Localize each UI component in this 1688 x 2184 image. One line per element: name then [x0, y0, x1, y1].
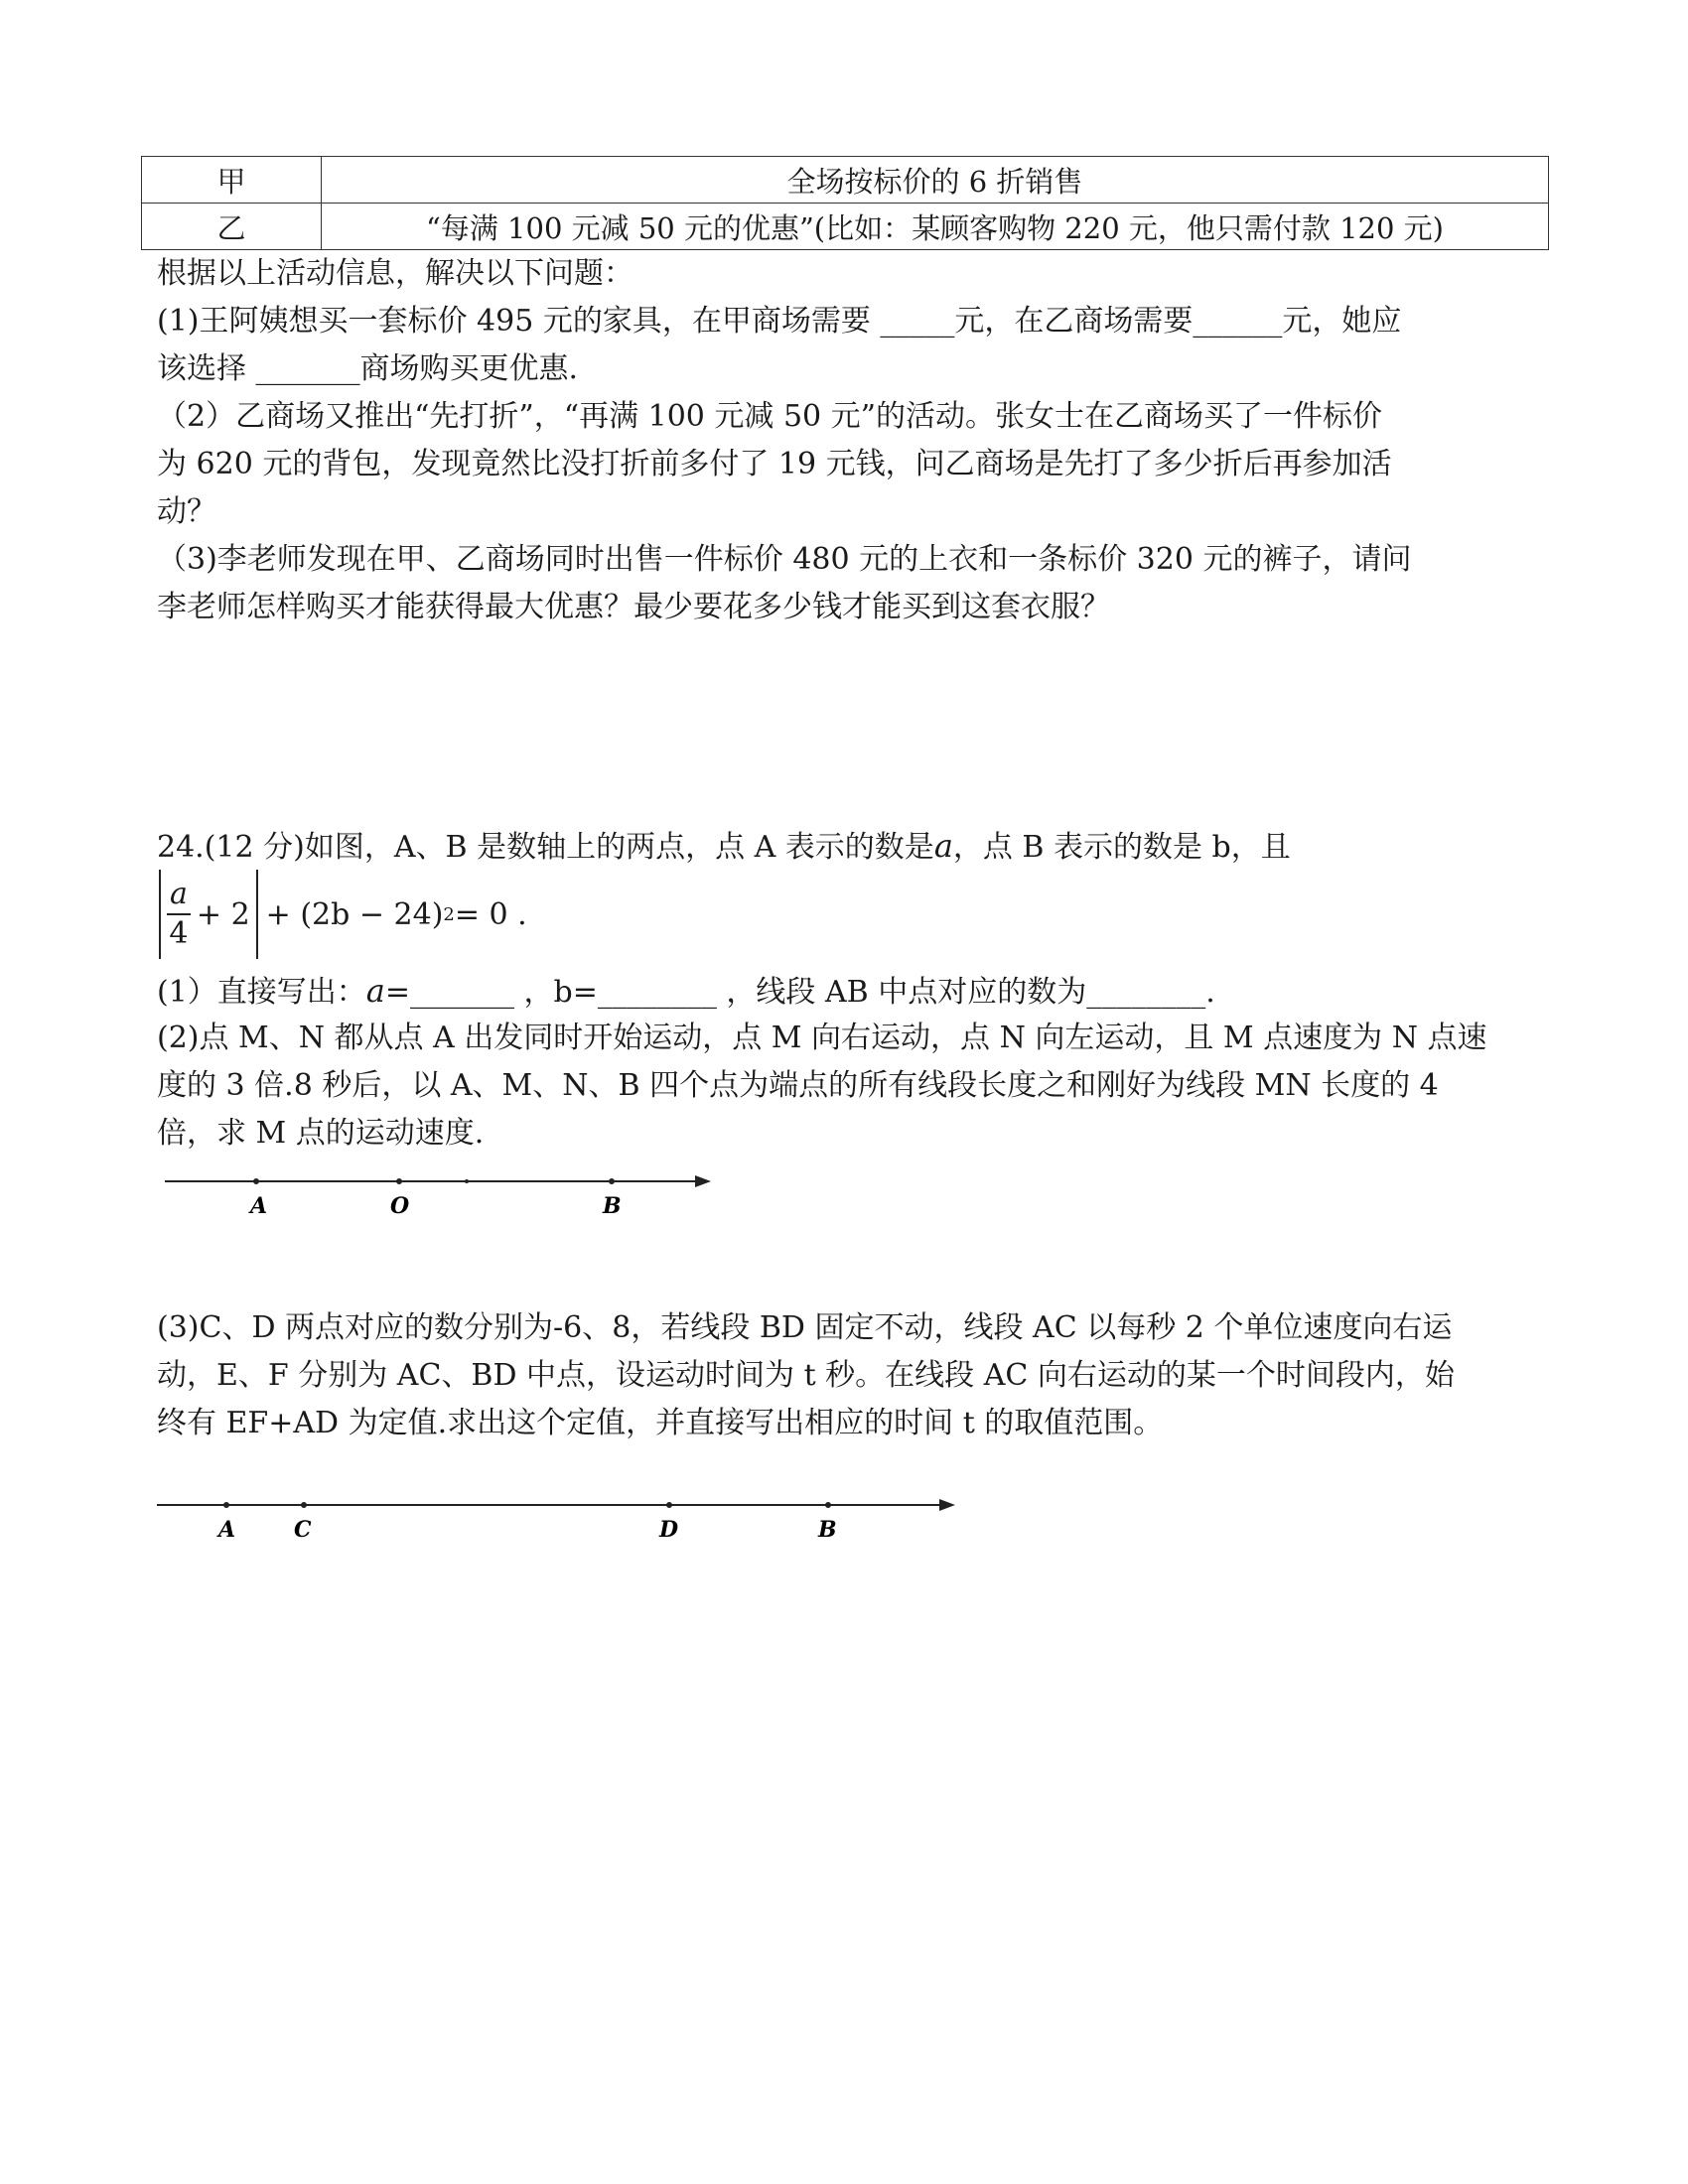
- question-24-body: [157, 967, 1547, 1158]
- question-part-3-line: (3)C、D 两点对应的数分别为-6、8，若线段 BD 固定不动，线段 AC 以每秒 2 个单位速度向右运: [157, 1310, 1453, 1345]
- promotion-table: [141, 156, 1549, 250]
- question-part-1-line: 该选择 _______商场购买更优惠.: [157, 351, 579, 386]
- point-label: D: [659, 1517, 679, 1543]
- offer-cell: “每满 100 元减 50 元的优惠”(比如：某顾客购物 220 元，他只需付款 120 元): [322, 204, 1549, 250]
- question-part-3-line: 动，E、F 分别为 AC、BD 中点，设运动时间为 t 秒。在线段 AC 向右运动的某一个时间段内，始: [157, 1358, 1455, 1393]
- fraction: [167, 876, 191, 953]
- question-24-header: [157, 822, 1547, 870]
- question-part-3-line: （3)李老师发现在甲、乙商场同时出售一件标价 480 元的上衣和一条标价 320 元的裤子，请问: [157, 542, 1412, 577]
- absolute-value: [159, 870, 258, 959]
- table-row: [142, 157, 1549, 204]
- question-part-2-line: 为 620 元的背包，发现竟然比没打折前多付了 19 元钱，问乙商场是先打了多少折后再参加活: [157, 447, 1392, 481]
- store-cell: 乙: [142, 204, 322, 250]
- point-label: A: [218, 1517, 236, 1543]
- question-part-2-line: （2）乙商场又推出“先打折”，“再满 100 元减 50 元”的活动。张女士在乙商场买了一件标价: [157, 399, 1383, 434]
- condition-formula: [159, 870, 527, 959]
- question-part-1-blanks: =_______ ，b=________ ，线段 AB 中点对应的数为________.: [384, 975, 1215, 1010]
- fraction-numerator: a: [167, 876, 191, 915]
- point-label: O: [390, 1193, 410, 1219]
- question-part-1-prefix: (1）直接写出：: [157, 975, 366, 1010]
- formula-exponent: 2: [443, 903, 455, 925]
- point-label: C: [294, 1517, 312, 1543]
- question-23-body: [157, 250, 1547, 631]
- point-label: B: [818, 1517, 837, 1543]
- question-part-2-line: 动？: [157, 494, 216, 529]
- point-label: B: [603, 1193, 622, 1219]
- question-part-2-line: 倍，求 M 点的运动速度.: [157, 1116, 485, 1151]
- table-row: [142, 204, 1549, 250]
- question-24-part-3: [157, 1304, 1547, 1447]
- question-intro: 根据以上活动信息，解决以下问题：: [157, 256, 633, 291]
- formula-plus-two: + 2: [196, 896, 250, 932]
- question-24-title-tail: ，点 B 表示的数是 b，且: [952, 830, 1291, 865]
- question-part-2-line: (2)点 M、N 都从点 A 出发同时开始运动，点 M 向右运动，点 N 向左运动，且 M 点速度为 N 点速: [157, 1021, 1487, 1055]
- variable-a: a: [933, 827, 953, 865]
- question-part-1-line: (1)王阿姨想买一套标价 495 元的家具，在甲商场需要 _____元，在乙商场需要______元，她应: [157, 304, 1402, 339]
- question-part-3-line: 终有 EF+AD 为定值.求出这个定值，并直接写出相应的时间 t 的取值范围。: [157, 1406, 1164, 1440]
- number-line-2: [155, 1489, 959, 1549]
- offer-cell: 全场按标价的 6 折销售: [322, 157, 1549, 204]
- formula-equals-zero: = 0 .: [454, 896, 527, 932]
- number-line-1: [159, 1163, 715, 1223]
- fraction-denominator: 4: [169, 916, 189, 951]
- question-part-2-line: 度的 3 倍.8 秒后，以 A、M、N、B 四个点为端点的所有线段长度之和刚好为线段 MN 长度的 4: [157, 1068, 1439, 1103]
- question-24-title: 24.(12 分)如图，A、B 是数轴上的两点，点 A 表示的数是: [157, 830, 934, 865]
- variable-a: a: [365, 972, 385, 1010]
- store-cell: 甲: [142, 157, 322, 204]
- formula-square-term: + (2b − 24): [265, 896, 444, 932]
- question-part-3-line: 李老师怎样购买才能获得最大优惠？最少要花多少钱才能买到这套衣服？: [157, 590, 1110, 624]
- point-label: A: [250, 1193, 268, 1219]
